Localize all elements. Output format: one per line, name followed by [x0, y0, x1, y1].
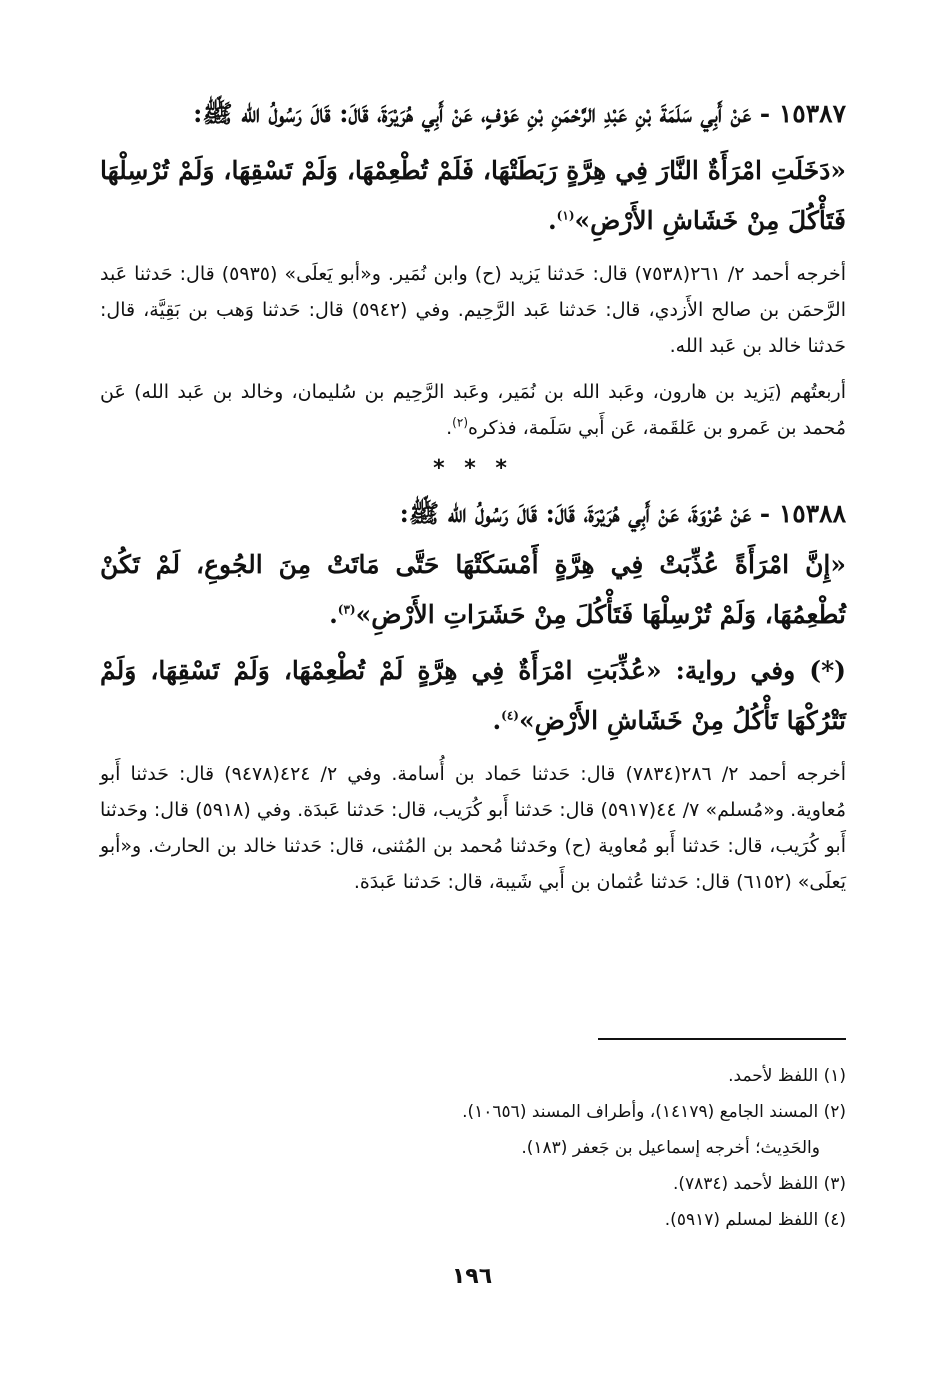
footnotes [100, 1058, 846, 1238]
hadith-15387-takhrij-2-text: أربعتُهم (يَزيد بن هارون، وعَبد الله بن نُمَير، وعَبد الرَّحِيم بن سُليمان، وخالد بن عَبد الله) عَن مُحمد بن عَمرو بن عَلقَمة، عَن أَبي سَلَمة، فذكره [100, 381, 846, 439]
footnote-4: (٤) اللفظ لمسلم (٥٩١٧). [664, 1210, 846, 1230]
hadith-15388-matn [100, 540, 846, 640]
footnote-2: (٢) المسند الجامع (١٤١٧٩)، وأطراف المسند (١٠٦٥٦). [462, 1102, 846, 1122]
hadith-15388-riwaya-end: . [492, 706, 502, 735]
hadith-15388-intro: ١٥٣٨٨ - عَنْ عُرْوَةَ، عَنْ أَبِي هُرَيْرَةَ، قَالَ: قَالَ رَسُولُ الله ﷺ: [399, 499, 846, 528]
hadith-15388-riwaya [100, 646, 846, 746]
hadith-15387-takhrij-2 [100, 374, 846, 446]
footnote-divider [598, 1038, 846, 1040]
hadith-15387-takhrij-2-end: . [446, 417, 453, 439]
hadith-15388-riwaya-text: (*) وفي رواية: «عُذِّبَتِ امْرَأَةٌ فِي هِرَّةٍ لَمْ تُطْعِمْهَا، وَلَمْ تَسْقِهَا، وَلَمْ تَتْرُكْهَا تَأْكُلُ مِنْ خَشَاشِ الأَرْضِ» [100, 656, 846, 735]
page-number: ١٩٦ [451, 1264, 493, 1289]
page-body [100, 88, 846, 900]
hadith-15388-takhrij: أخرجه أحمد ٢/ ٢٨٦(٧٨٣٤) قال: حَدثنا حَماد بن أُسامة. وفي ٢/ ٤٢٤(٩٤٧٨) قال: حَدثنا أَبو مُعاوية. و«مُسلم» ٧/ ٤٤(٥٩١٧) قال: حَدثنا أَبو كُرَيب، قال: حَدثنا عَبدَة. وفي (٥٩١٨) قال: وحَدثنا أَبو كُرَيب، قال: حَدثنا أَبو مُعاوية (ح) وحَدثنا مُحمد بن المُثنى، قال: حَدثنا خالد بن الحارث. و«أبو يَعلَى» (٦١٥٢) قال: حَدثنا عُثمان بن أَبي شَيبة، قال: حَدثنا عَبدَة. [100, 763, 846, 893]
hadith-15387-matn [100, 146, 846, 246]
footnote-2-continuation: والحَدِيث؛ أخرجه إسماعيل بن جَعفر (١٨٣). [521, 1138, 820, 1158]
footnote-ref-4[interactable]: (٤) [501, 708, 519, 723]
hadith-15387-takhrij-1: أخرجه أحمد ٢/ ٢٦١(٧٥٣٨) قال: حَدثنا يَزيد (ح) وابن نُمَير. و«أبو يَعلَى» (٥٩٣٥) قال: حَدثنا عَبد الرَّحمَن بن صالح الأَزدي، قال: حَدثنا عَبد الرَّحِيم. وفي (٥٩٤٢) قال: حَدثنا وَهب بن بَقِيَّة، قال: حَدثنا خالد بن عَبد الله. [100, 263, 846, 357]
hadith-15388-matn-text: «إِنَّ امْرَأَةً عُذِّبَتْ فِي هِرَّةٍ أَمْسَكَتْهَا حَتَّى مَاتَتْ مِنَ الجُوعِ، لَمْ تَكُنْ تُطْعِمُهَا، وَلَمْ تُرْسِلْهَا فَتَأْكُلَ مِنْ حَشَرَاتِ الأَرْضِ» [100, 550, 846, 629]
footnote-ref-2[interactable]: (٢) [452, 415, 468, 430]
hadith-15387-matn-end: . [547, 206, 557, 235]
hadith-15388-matn-end: . [329, 600, 338, 629]
hadith-15387-matn-text: «دَخَلَتِ امْرَأَةٌ النَّارَ فِي هِرَّةٍ رَبَطَتْهَا، فَلَمْ تُطْعِمْهَا، وَلَمْ تَسْقِهَا، وَلَمْ تُرْسِلْهَا فَتَأْكُلَ مِنْ خَشَاشِ الأَرْضِ» [100, 156, 846, 235]
section-separator: * * * [433, 456, 513, 481]
hadith-15387-intro: ١٥٣٨٧ - عَنْ أَبِي سَلَمَةَ بْنِ عَبْدِ الرَّحْمَنِ بْنِ عَوْفٍ، عَنْ أَبِي هُرَيْرَةَ، قَالَ: قَالَ رَسُولُ الله ﷺ: [193, 99, 846, 128]
footnote-3: (٣) اللفظ لأحمد (٧٨٣٤). [672, 1174, 846, 1194]
footnote-1: (١) اللفظ لأحمد. [728, 1066, 846, 1086]
footnote-ref-1[interactable]: (١) [556, 208, 575, 223]
footnote-ref-3[interactable]: (٣) [337, 602, 356, 617]
